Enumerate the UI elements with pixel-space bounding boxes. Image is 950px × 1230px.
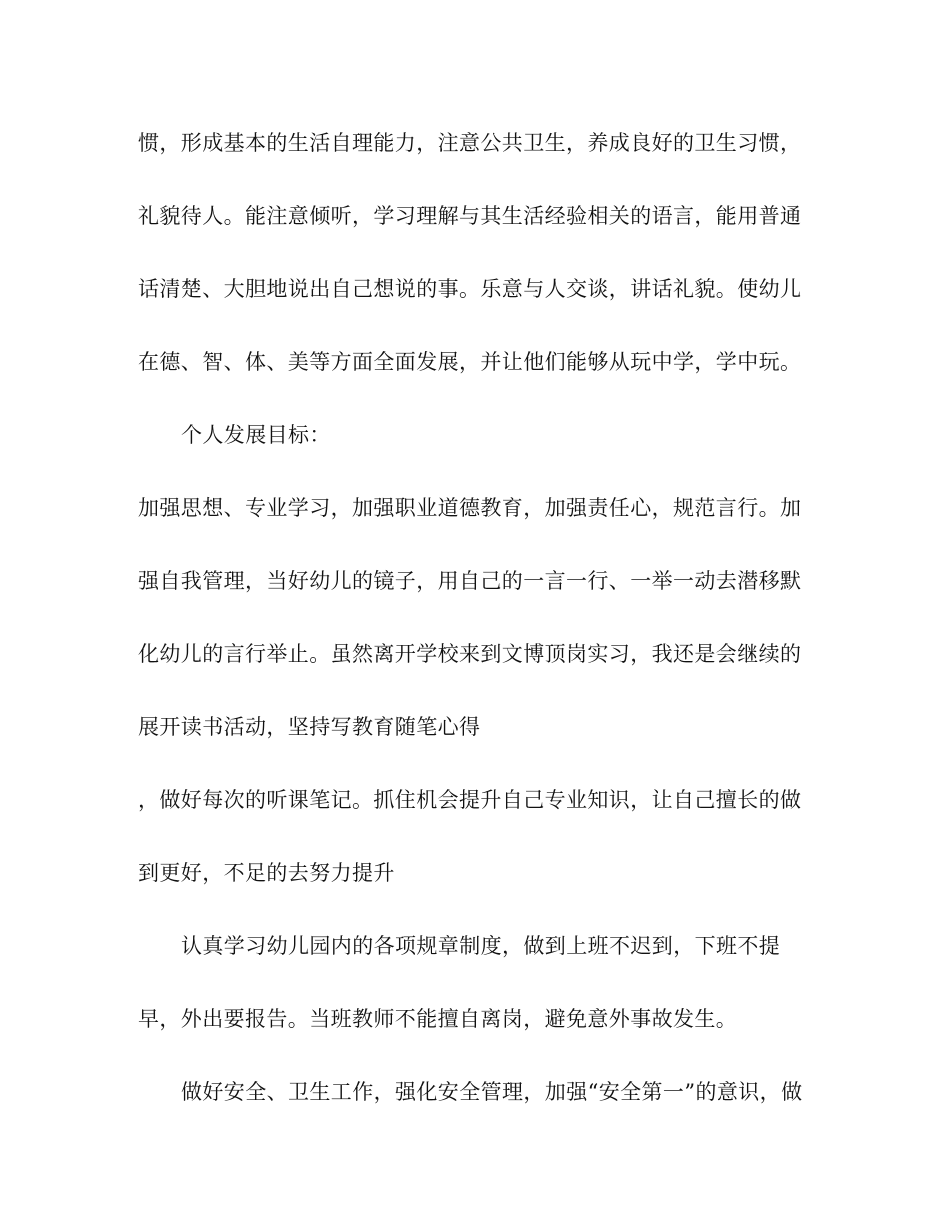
text-line: 认真学习幼儿园内的各项规章制度，做到上班不迟到，下班不提 [181,934,781,958]
text-line: 到更好，不足的去努力提升 [138,861,395,885]
text-line: 话清楚、大胆地说出自己想说的事。乐意与人交谈，讲话礼貌。使幼儿 [138,277,802,301]
text-line: 惯，形成基本的生活自理能力，注意公共卫生，养成良好的卫生习惯， [138,131,802,155]
text-line: 礼貌待人。能注意倾听，学习理解与其生活经验相关的语言，能用普通 [138,204,802,228]
section-heading: 个人发展目标： [181,423,331,447]
text-line: 在德、智、体、美等方面全面发展，并让他们能够从玩中学，学中玩。 [138,350,802,374]
text-line: 化幼儿的言行举止。虽然离开学校来到文博顶岗实习，我还是会继续的 [138,642,802,666]
text-line: 早，外出要报告。当班教师不能擅自离岗，避免意外事故发生。 [138,1007,738,1031]
text-line: 展开读书活动，坚持写教育随笔心得 [138,715,481,739]
text-line: ，做好每次的听课笔记。抓住机会提升自己专业知识，让自己擅长的做 [138,788,802,812]
text-line: 强自我管理，当好幼儿的镜子，用自己的一言一行、一举一动去潜移默 [138,569,802,593]
text-line: 做好安全、卫生工作，强化安全管理，加强“安全第一”的意识，做 [181,1080,803,1104]
text-line: 加强思想、专业学习，加强职业道德教育，加强责任心，规范言行。加 [138,496,802,520]
